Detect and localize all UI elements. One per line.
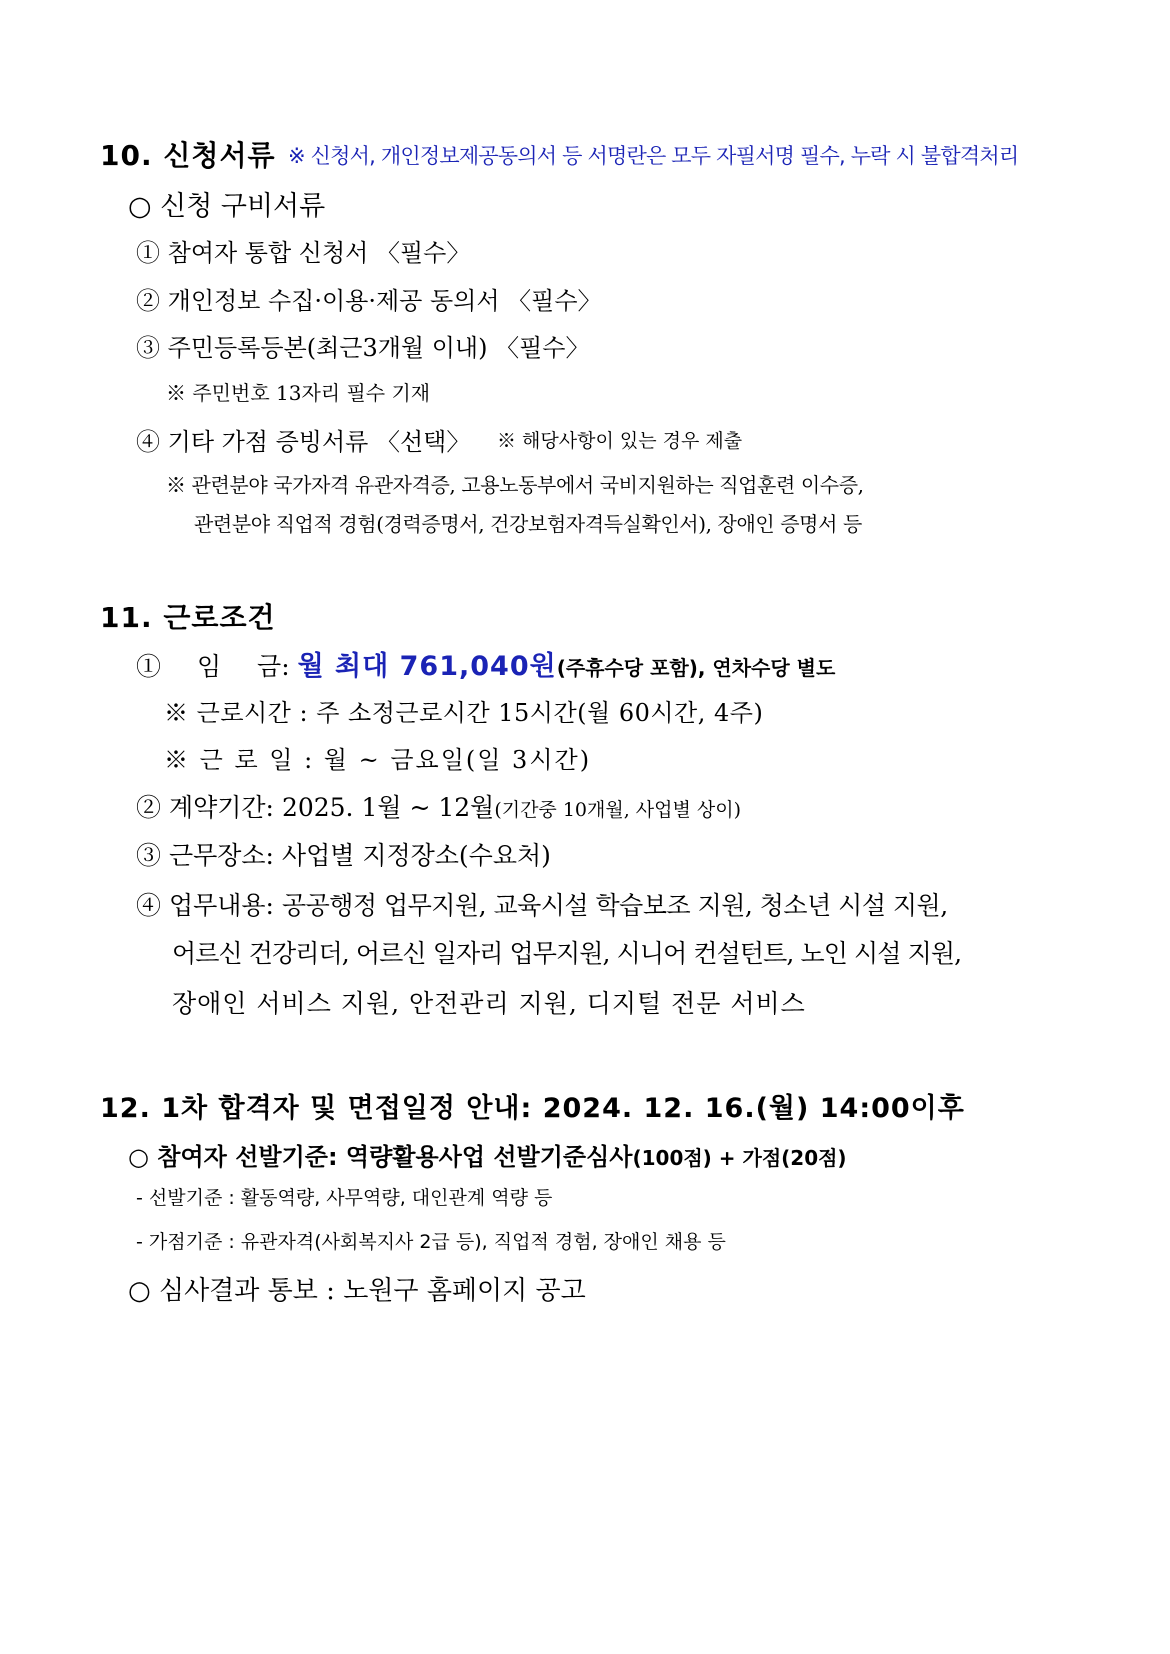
criteria-bonus: - 가점기준 : 유관자격(사회복지사 2급 등), 직업적 경험, 장애인 채용 등 [136,1231,726,1253]
criteria-selection: - 선발기준 : 활동역량, 사무역량, 대인관계 역량 등 [136,1187,553,1209]
criteria-tail: (100점) + 가점(20점) [632,1146,847,1170]
doc-item-4-note: ※ 해당사항이 있는 경우 제출 [497,430,743,452]
doc-item-4-detail-line-2: 관련분야 직업적 경험(경력증명서, 건강보험자격득실확인서), 장애인 증명서 등 [194,512,862,536]
duty-line-1: 공공행정 업무지원, 교육시설 학습보조 지원, 청소년 시설 지원, [281,891,948,920]
contract-value: 2025. 1월 ~ 12월 [281,793,495,822]
doc-item-1: ① 참여자 통합 신청서 〈필수〉 [136,239,471,267]
section-10-note: ※ 신청서, 개인정보제공동의서 등 서명란은 모두 자필서명 필수, 누락 시 불합격처리 [288,144,1019,168]
doc-item-3: ③ 주민등록등본(최근3개월 이내) 〈필수〉 [136,334,590,362]
doc-item-2: ② 개인정보 수집·이용·제공 동의서 〈필수〉 [136,287,602,315]
contract-row [136,788,741,824]
doc-item-4: ④ 기타 가점 증빙서류 〈선택〉 [136,428,471,456]
contract-note: (기간중 10개월, 사업별 상이) [494,799,742,821]
work-hours: ※ 근로시간 : 주 소정근로시간 15시간(월 60시간, 4주) [164,699,764,727]
criteria-row [128,1137,847,1172]
wage-tail: , 연차수당 별도 [697,656,836,680]
work-days: ※ 근 로 일 : 월 ~ 금요일(일 3시간) [164,746,592,774]
section-10-subheading: ○ 신청 구비서류 [128,191,326,222]
contract-label: ② 계약기간: [136,793,274,822]
section-10-title: 10. 신청서류 [100,139,276,172]
result-notice: ○ 심사결과 통보 : 노원구 홈페이지 공고 [128,1276,586,1306]
duty-row [136,886,948,922]
doc-item-3-note: ※ 주민번호 13자리 필수 기재 [166,381,431,405]
duty-label: ④ 업무내용: [136,891,274,920]
duty-line-2: 어르신 건강리더, 어르신 일자리 업무지원, 시니어 컨설턴트, 노인 시설 지원, [172,939,962,968]
wage-value: 월 최대 761,040원 [297,651,557,682]
doc-item-4-detail-line-1: ※ 관련분야 국가자격 유관자격증, 고용노동부에서 국비지원하는 직업훈련 이수증, [166,473,864,497]
wage-paren: (주휴수당 포함) [556,656,698,680]
duty-line-3: 장애인 서비스 지원, 안전관리 지원, 디지털 전문 서비스 [172,989,806,1018]
section-11-title: 11. 근로조건 [100,601,276,634]
wage-row [136,644,835,683]
section-12-title: 12. 1차 합격자 및 면접일정 안내: 2024. 12. 16.(월) 14:00이후 [100,1093,965,1124]
work-place: ③ 근무장소: 사업별 지정장소(수요처) [136,841,551,870]
criteria-main: ○ 참여자 선발기준: 역량활용사업 선발기준심사 [128,1143,633,1171]
wage-label: ① 임 금: [136,652,290,681]
